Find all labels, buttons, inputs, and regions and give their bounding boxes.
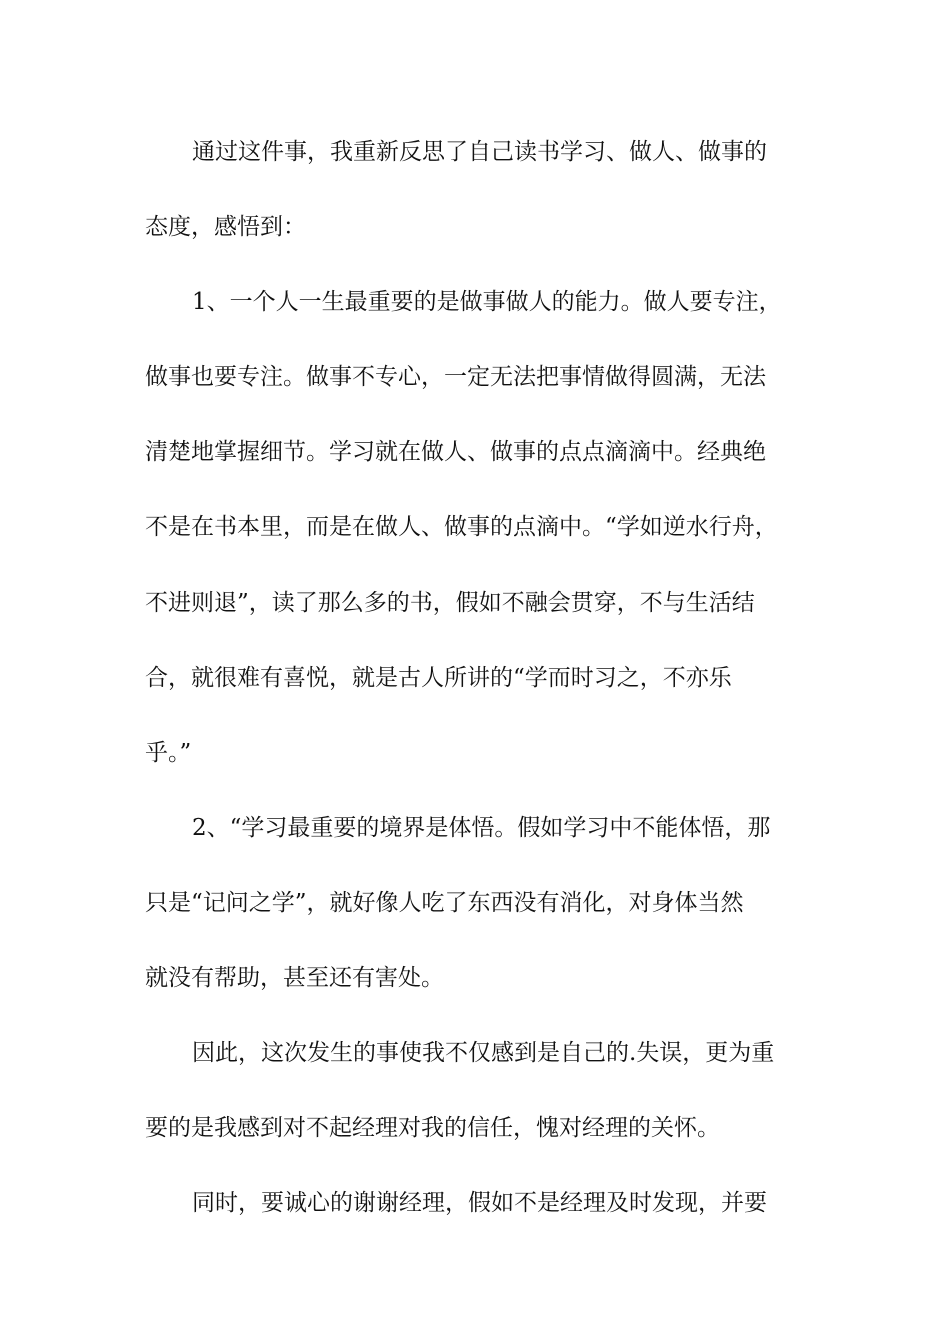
text-line: 不进则退”，读了那么多的书，假如不融会贯穿，不与生活结 xyxy=(145,589,755,616)
text-line: 就没有帮助，甚至还有害处。 xyxy=(145,965,444,992)
text-line: 态度，感悟到： xyxy=(145,214,306,241)
text-line: 要的是我感到对不起经理对我的信任，愧对经理的关怀。 xyxy=(145,1115,720,1142)
text-line: 做事也要专注。做事不专心，一定无法把事情做得圆满，无法 xyxy=(145,364,766,391)
text-line: 只是“记问之学”，就好像人吃了东西没有消化，对身体当然 xyxy=(145,889,744,916)
text-line: 不是在书本里，而是在做人、做事的点滴中。“学如逆水行舟， xyxy=(145,514,778,541)
text-line: 通过这件事，我重新反思了自己读书学习、做人、做事的 xyxy=(192,139,767,165)
document-body xyxy=(145,131,810,1257)
text-line: 清楚地掌握细节。学习就在做人、做事的点点滴滴中。经典绝 xyxy=(145,439,766,466)
text-line: 因此，这次发生的事使我不仅感到是自己的.失误，更为重 xyxy=(192,1040,775,1067)
text-line: 合，就很难有喜悦，就是古人所讲的“学而时习之，不亦乐 xyxy=(145,664,732,691)
text-line: 1、一个人一生最重要的是做事做人的能力。做人要专注， xyxy=(192,289,782,316)
text-line: 同时，要诚心的谢谢经理，假如不是经理及时发现，并要 xyxy=(192,1190,767,1217)
text-line: 2、“学习最重要的境界是体悟。假如学习中不能体悟，那 xyxy=(192,814,771,841)
text-line: 乎。” xyxy=(145,739,192,766)
